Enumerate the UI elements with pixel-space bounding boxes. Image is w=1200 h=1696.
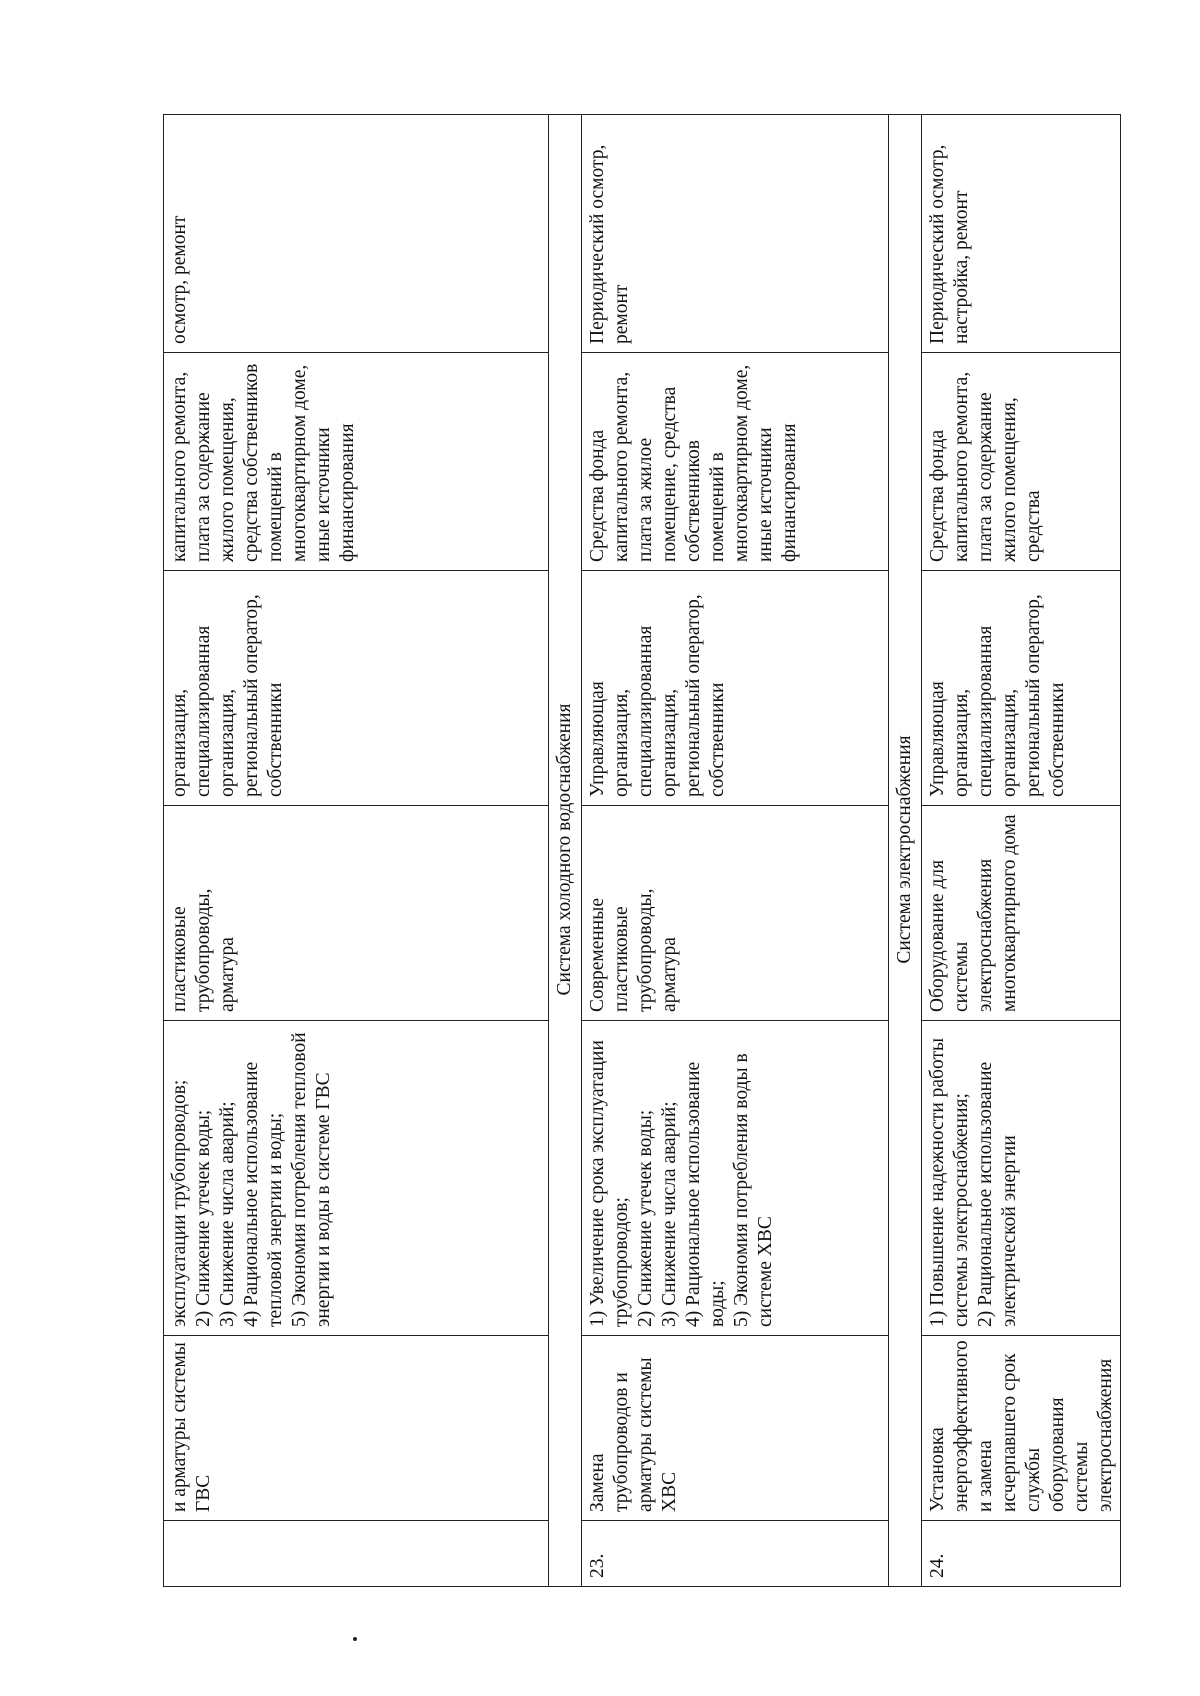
periodicity-cell: осмотр, ремонт (164, 115, 549, 353)
equipment-cell: пластиковые трубопроводы, арматура (164, 806, 549, 1021)
scan-speck (353, 1637, 357, 1641)
measure-name-cell: и арматуры системы ГВС (164, 1336, 549, 1521)
periodicity-cell: Периодический осмотр, настройка, ремонт (922, 115, 1121, 353)
section-row-cold-water (549, 115, 582, 1587)
row-number-cell: 23. (582, 1521, 889, 1587)
table-row-continuation (164, 115, 549, 1587)
executor-cell: Управляющая организация, специализированная организация, региональный оператор, собственники (582, 571, 889, 806)
expected-effect-cell: 1) Повышение надежности работы системы электроснабжения; 2) Рациональное использование электрической энергии (922, 1021, 1121, 1336)
row-number-cell: 24. (922, 1521, 1121, 1587)
measures-table (163, 114, 1121, 1587)
equipment-cell: Оборудование для системы электроснабжения многоквартирного дома (922, 806, 1121, 1021)
section-title-electric: Система электроснабжения (889, 115, 922, 1587)
row-number-cell (164, 1521, 549, 1587)
table-row-24 (922, 115, 1121, 1587)
equipment-cell: Современные пластиковые трубопроводы, арматура (582, 806, 889, 1021)
measure-name-cell: Установка энергоэффективного и замена исчерпавшего срок службы оборудования системы электроснабжения (922, 1336, 1121, 1521)
funding-source-cell: Средства фонда капитального ремонта, плата за жилое помещение, средства собственников помещений в многоквартирном доме, иные источники финансирования (582, 353, 889, 571)
table-row-23 (582, 115, 889, 1587)
measure-name-cell: Замена трубопроводов и арматуры системы ХВС (582, 1336, 889, 1521)
section-row-electric (889, 115, 922, 1587)
executor-cell: Управляющая организация, специализированная организация, региональный оператор, собственники (922, 571, 1121, 806)
expected-effect-cell: 1) Увеличение срока эксплуатации трубопроводов; 2) Снижение утечек воды; 3) Снижение числа аварий; 4) Рациональное использование воды; 5) Экономия потребления воды в системе ХВС (582, 1021, 889, 1336)
funding-source-cell: Средства фонда капитального ремонта, плата за содержание жилого помещения, средства (922, 353, 1121, 571)
section-title-cold-water: Система холодного водоснабжения (549, 115, 582, 1587)
funding-source-cell: капитального ремонта, плата за содержание жилого помещения, средства собственников помещений в многоквартирном доме, иные источники финансирования (164, 353, 549, 571)
executor-cell: организация, специализированная организация, региональный оператор, собственники (164, 571, 549, 806)
periodicity-cell: Периодический осмотр, ремонт (582, 115, 889, 353)
expected-effect-cell: эксплуатации трубопроводов; 2) Снижение утечек воды; 3) Снижение числа аварий; 4) Рациональное использование тепловой энергии и воды; 5) Экономия потребления тепловой энергии и воды в системе ГВС (164, 1021, 549, 1336)
rotated-table-wrapper (163, 115, 1116, 1587)
